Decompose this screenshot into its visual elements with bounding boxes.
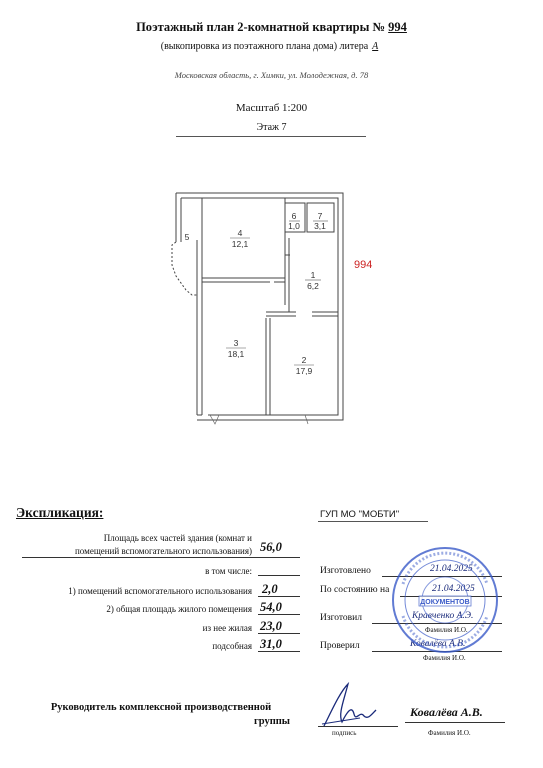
title-prefix: Поэтажный план 2-комнатной квартиры № [136,20,386,34]
producer-name: Кравченко А.Э. [412,611,474,621]
room-7-area: 3,1 [314,221,326,231]
room-6-number: 6 [291,211,297,221]
room-2-area: 17,9 [295,366,313,376]
floor-label: Этаж 7 [256,122,287,133]
room-4-number: 4 [237,228,243,238]
leader-line-2: группы [253,716,290,727]
utility-area-rule [258,651,300,652]
stamp-text: ДОКУМЕНТОВ [420,599,470,606]
official-stamp [389,544,501,656]
apartment-number: 994 [388,20,407,34]
room-1-area: 6,2 [307,281,319,291]
checker-caption: Фамилия И.О. [423,654,466,662]
leader-caption: Фамилия И.О. [428,729,471,737]
leader-title [30,701,292,729]
living-total-rule [258,614,300,615]
producer-caption: Фамилия И.О. [425,626,468,634]
aux-area-rule [258,596,300,597]
total-area-label-2: помещений вспомогательного использования) [74,546,252,556]
room-5-number: 5 [184,232,190,242]
total-area-value: 56,0 [260,540,282,554]
living-area-rule [258,633,300,634]
leader-line-1: Руководитель комплексной производственной [50,702,272,713]
room-6-area: 1,0 [288,221,300,231]
organization-name: ГУП МО "МОБТИ" [320,509,400,520]
room-7-number: 7 [317,211,323,221]
aux-area-label: 1) помещений вспомогательного использования [68,586,252,596]
apartment-marker: 994 [354,259,373,271]
organization-underline [318,521,428,522]
room-2-number: 2 [301,355,307,365]
explication-title: Экспликация: [16,505,104,520]
utility-area-value: 31,0 [260,637,282,651]
living-area-value: 23,0 [260,619,282,633]
living-area-label: из нее жилая [202,623,252,633]
leader-name-rule [405,722,505,723]
total-area-rule [22,557,300,558]
signature-caption: подпись [332,729,357,737]
room-3-area: 18,1 [227,349,245,359]
state-label: По состоянию на [320,585,390,595]
checker-name: Ковалёва А.В. [410,639,466,649]
room-1-number: 1 [310,270,316,280]
aux-area-value: 2,0 [262,582,278,596]
room-3-number: 3 [233,338,239,348]
scale-label: Масштаб 1:200 [235,102,308,114]
total-area-label-1: Площадь всех частей здания (комнат и [103,533,252,543]
made-label: Изготовлено [320,566,371,576]
living-total-value: 54,0 [260,600,282,614]
including-rule [258,575,300,576]
address: Московская область, г. Химки, ул. Молодежная, д. 78 [174,70,369,80]
room-4-area: 12,1 [231,239,249,249]
signature-rule [318,726,398,727]
made-date: 21.04.2025 [430,564,473,574]
checker-label: Проверил [320,641,360,651]
litera: А [372,41,379,52]
including-label: в том числе: [205,566,252,576]
leader-name: Ковалёва А.В. [410,705,483,719]
state-date: 21.04.2025 [432,584,475,594]
subtitle-text: (выкопировка из поэтажного плана дома) литера [160,41,369,52]
utility-area-label: подсобная [212,641,252,651]
signature [320,680,380,730]
living-total-label: 2) общая площадь жилого помещения [106,604,252,614]
producer-label: Изготовил [320,613,362,623]
